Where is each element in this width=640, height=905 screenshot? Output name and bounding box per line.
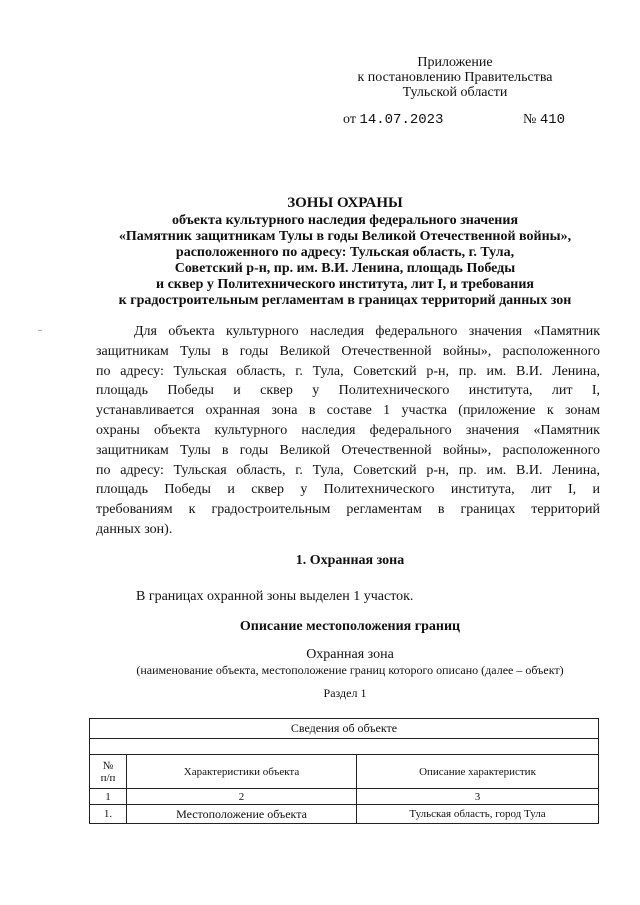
paragraph-line: площадь Победы и сквер у Политехнического института, лит I, и (96, 482, 600, 498)
zone-name: Охранная зона (306, 647, 394, 662)
paragraph-line: требованиям к градостроительным регламентам в границах территорий (96, 502, 600, 518)
paragraph-line: по адресу: Тульская область, г. Тула, Советский р-н, пр. им. В.И. Ленина, (96, 363, 600, 379)
title-line: Советский р-н, пр. им. В.И. Ленина, площадь Победы (174, 261, 516, 276)
table-spacer-row (90, 739, 599, 755)
col-number: 3 (357, 789, 599, 805)
number-prefix: № (523, 112, 537, 127)
table-numbering-row (90, 789, 599, 805)
boundaries-heading: Описание местоположения границ (239, 619, 461, 634)
col-number: 1 (90, 789, 127, 805)
table-caption: Сведения об объекте (90, 719, 599, 739)
row-characteristic: Местоположение объекта (127, 805, 357, 824)
title-line: расположенного по адресу: Тульская область, г. Тула, (175, 245, 515, 260)
section-heading: 1. Охранная зона (295, 553, 405, 568)
date-value: 14.07.2023 (359, 112, 444, 128)
date-prefix: от (343, 112, 356, 127)
paragraph-line: площадь Победы и сквер у Политехнического института, лит I, (96, 383, 600, 399)
appendix-header (340, 55, 570, 100)
title-main: ЗОНЫ ОХРАНЫ (287, 195, 403, 211)
table-row (90, 805, 599, 824)
object-info-table (89, 718, 599, 824)
number-group (523, 112, 565, 128)
paragraph-line: Для объекта культурного наследия федерального значения «Памятник (134, 324, 600, 339)
paragraph-line: защитникам Тулы в годы Великой Отечественной войны», расположенного (96, 442, 600, 458)
title-line: и сквер у Политехнического института, лит I, и требования (156, 277, 534, 292)
col-number: 2 (127, 789, 357, 805)
margin-mark (38, 330, 42, 331)
number-value: 410 (539, 112, 566, 128)
body-paragraph (96, 322, 600, 540)
title-line: к градостроительным регламентам в границах территорий данных зон (118, 293, 572, 308)
table-spacer-cell (90, 739, 599, 755)
row-description: Тульская область, город Тула (357, 805, 599, 824)
col-header-desc: Описание характеристик (357, 755, 599, 789)
paragraph-line: по адресу: Тульская область, г. Тула, Советский р-н, пр. им. В.И. Ленина, (96, 462, 600, 478)
paragraph-line: устанавливается охранная зона в составе 1 участка (приложение к зонам (96, 403, 600, 419)
table-header-row (90, 755, 599, 789)
row-number: 1. (90, 805, 127, 824)
appendix-line: к постановлению Правительства (357, 70, 553, 85)
col-header-char: Характеристики объекта (127, 755, 357, 789)
paragraph-line: охраны объекта культурного наследия федерального значения «Памятник (96, 422, 600, 438)
section-label: Раздел 1 (323, 686, 367, 700)
date-number-line (343, 112, 573, 128)
title-line: объекта культурного наследия федерального значения (171, 213, 519, 228)
paragraph-line: защитникам Тулы в годы Великой Отечественной войны», расположенного (96, 343, 600, 359)
appendix-line: Приложение (417, 55, 493, 70)
zone-description: (наименование объекта, местоположение границ которого описано (далее – объект) (136, 663, 564, 677)
table-caption-row (90, 719, 599, 739)
document-title (85, 195, 605, 309)
section-text: В границах охранной зоны выделен 1 участок. (136, 589, 414, 604)
appendix-line: Тульской области (402, 85, 508, 100)
col-header-num (90, 755, 127, 789)
title-line: «Памятник защитникам Тулы в годы Великой Отечественной войны», (118, 229, 572, 244)
col-header-num-b: п/п (100, 771, 116, 784)
paragraph-line: данных зон). (96, 521, 173, 537)
col-header-num-a: № (102, 759, 114, 772)
